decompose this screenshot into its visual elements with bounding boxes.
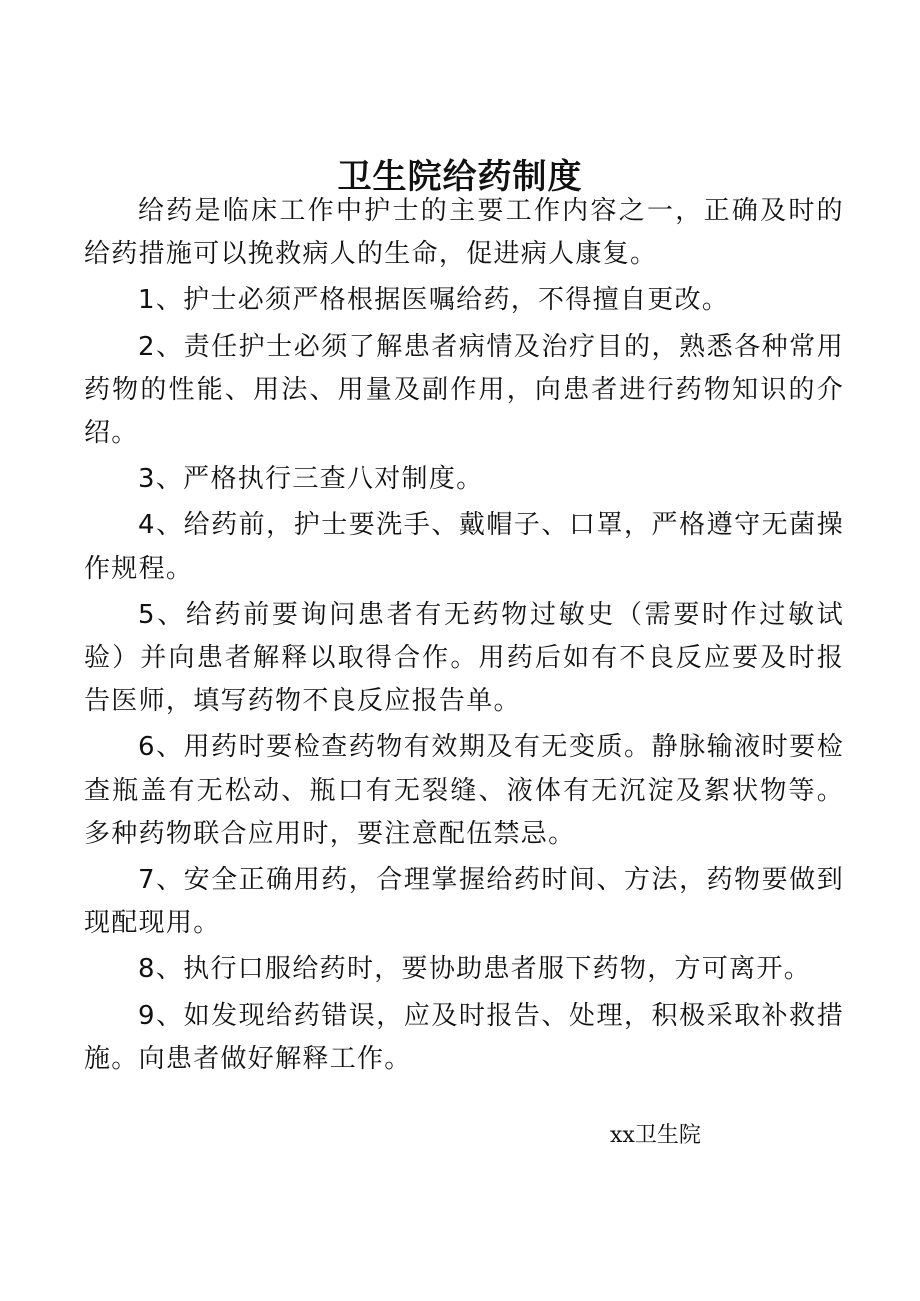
signature: xx卫生院 [610, 1123, 701, 1148]
intro-paragraph: 给药是临床工作中护士的主要工作内容之一，正确及时的给药措施可以挽救病人的生命，促进病人康复。 [84, 196, 844, 270]
rule-item-4: 4、给药前，护士要洗手、戴帽子、口罩，严格遵守无菌操作规程。 [84, 510, 844, 584]
rule-item-9: 9、如发现给药错误，应及时报告、处理，积极采取补救措施。向患者做好解释工作。 [84, 1000, 844, 1074]
rule-item-2: 2、责任护士必须了解患者病情及治疗目的，熟悉各种常用药物的性能、用法、用量及副作用，向患者进行药物知识的介绍。 [84, 331, 844, 449]
rule-item-6: 6、用药时要检查药物有效期及有无变质。静脉输液时要检查瓶盖有无松动、瓶口有无裂缝、液体有无沉淀及絮状物等。多种药物联合应用时，要注意配伍禁忌。 [84, 732, 844, 849]
rule-item-5: 5、给药前要询问患者有无药物过敏史（需要时作过敏试验）并向患者解释以取得合作。用药后如有不良反应要及时报告医师，填写药物不良反应报告单。 [84, 599, 844, 717]
rule-item-1: 1、护士必须严格根据医嘱给药，不得擅自更改。 [138, 285, 730, 316]
document-body [84, 190, 844, 1084]
page-title: 卫生院给药制度 [337, 156, 583, 197]
rule-item-8: 8、执行口服给药时，要协助患者服下药物，方可离开。 [138, 954, 812, 985]
rule-item-7: 7、安全正确用药，合理掌握给药时间、方法，药物要做到现配现用。 [84, 865, 844, 939]
rule-item-3: 3、严格执行三查八对制度。 [138, 464, 484, 495]
